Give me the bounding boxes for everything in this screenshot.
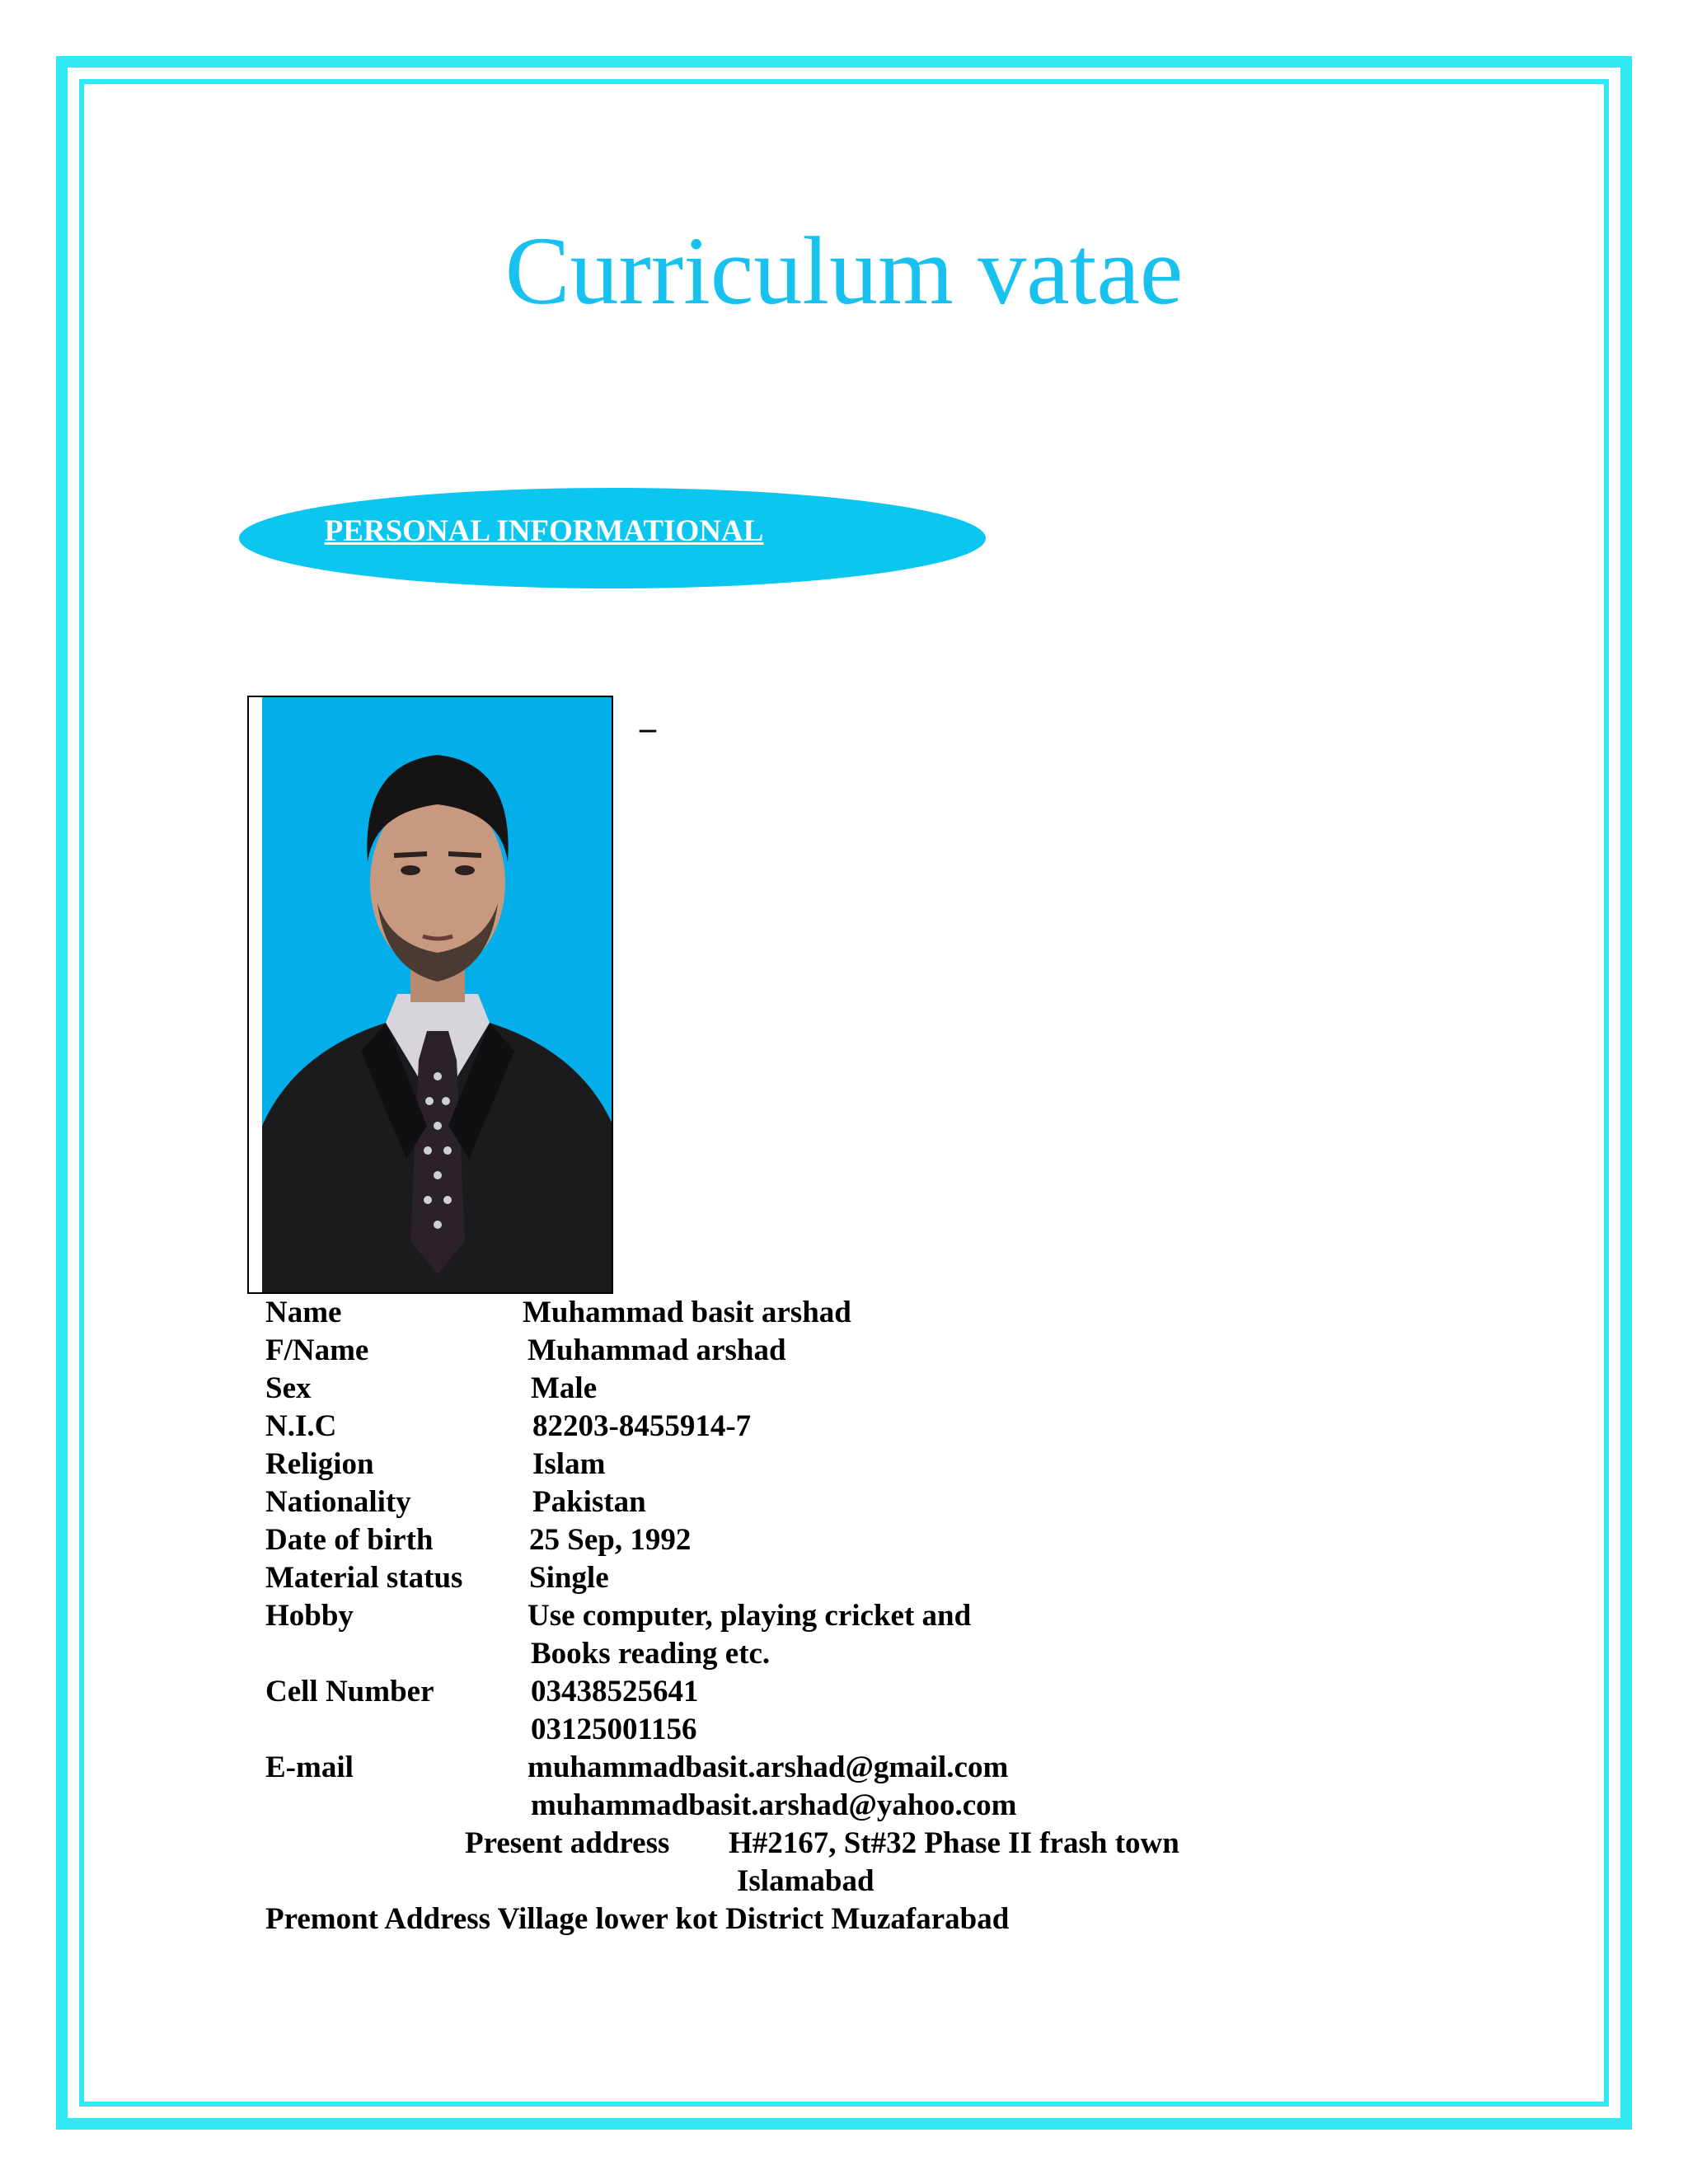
stray-dash: _ (640, 698, 656, 735)
dob-label: Date of birth (265, 1523, 434, 1557)
name-label: Name (265, 1296, 342, 1329)
marital-value: Single (529, 1561, 609, 1595)
profile-photo (247, 696, 613, 1294)
hobby-label: Hobby (265, 1599, 354, 1633)
dob-value: 25 Sep, 1992 (529, 1523, 692, 1557)
fname-label: F/Name (265, 1333, 369, 1367)
present-address-label: Present address (465, 1826, 670, 1860)
cell-label: Cell Number (265, 1675, 434, 1708)
section-heading: PERSONAL INFORMATIONAL (324, 514, 764, 548)
name-value: Muhammad basit arshad (523, 1296, 851, 1329)
sex-label: Sex (265, 1371, 312, 1405)
religion-value: Islam (532, 1447, 606, 1481)
hobby-value-1: Use computer, playing cricket and (528, 1599, 972, 1633)
religion-label: Religion (265, 1447, 374, 1481)
nic-label: N.I.C (265, 1409, 337, 1443)
email-label: E-mail (265, 1750, 354, 1784)
cell-value-1: 03438525641 (531, 1675, 699, 1708)
sex-value: Male (531, 1371, 598, 1405)
permanent-address: Premont Address Village lower kot District Muzafarabad (265, 1902, 1010, 1936)
marital-label: Material status (265, 1561, 463, 1595)
present-address-value-2: Islamabad (737, 1864, 874, 1898)
cell-value-2: 03125001156 (531, 1713, 697, 1746)
email-value-1: muhammadbasit.arshad@gmail.com (528, 1750, 1009, 1784)
portrait-image (262, 697, 613, 1294)
nationality-value: Pakistan (532, 1485, 646, 1519)
fname-value: Muhammad arshad (528, 1333, 786, 1367)
nationality-label: Nationality (265, 1485, 411, 1519)
document-title: Curriculum vatae (504, 217, 1184, 325)
nic-value: 82203-8455914-7 (532, 1409, 752, 1443)
hobby-value-2: Books reading etc. (531, 1637, 771, 1671)
email-value-2: muhammadbasit.arshad@yahoo.com (531, 1788, 1017, 1822)
present-address-value-1: H#2167, St#32 Phase II frash town (729, 1826, 1179, 1860)
section-heading-pill (239, 488, 986, 588)
